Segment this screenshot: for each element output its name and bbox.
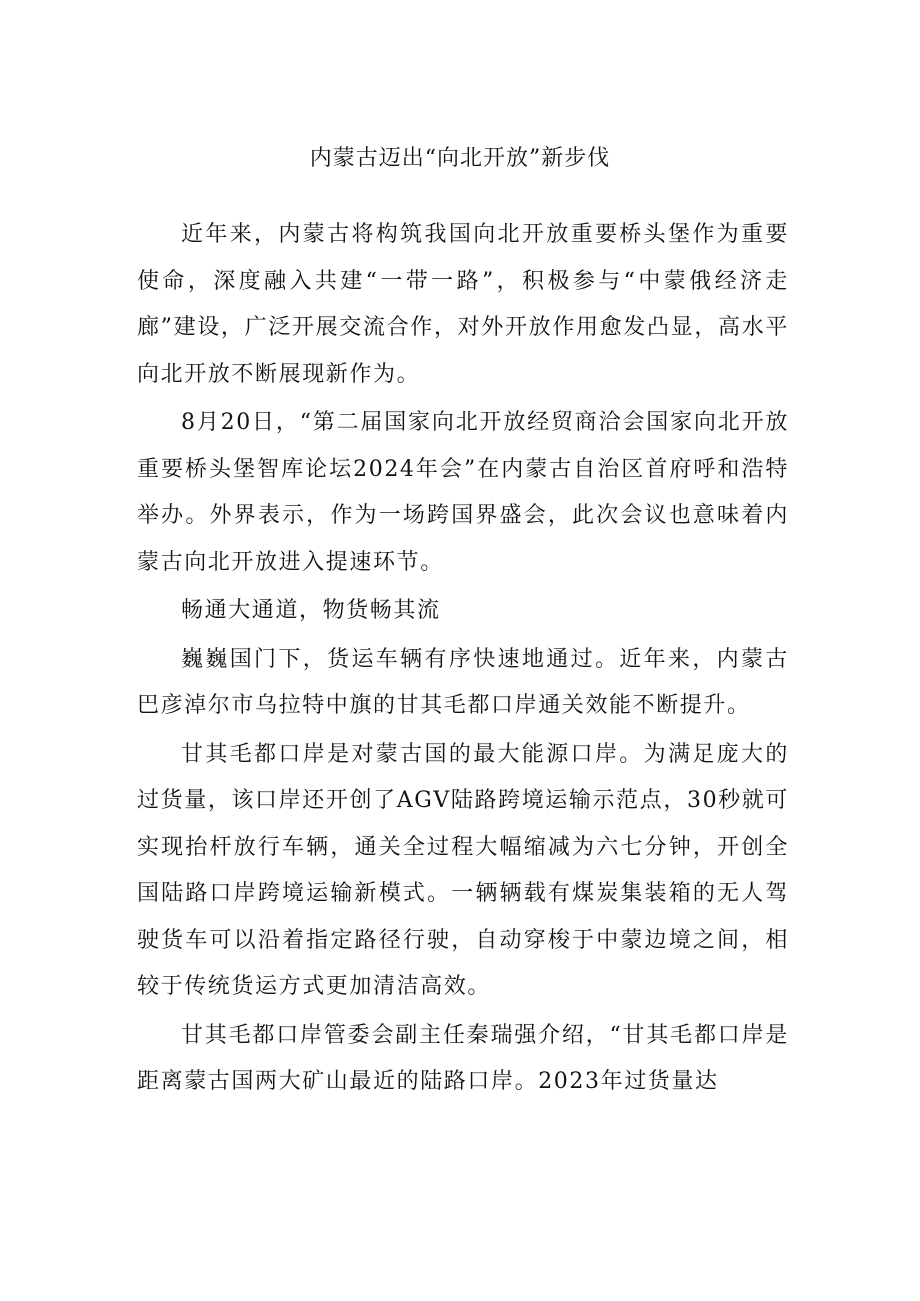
document-title: 内蒙古迈出“向北开放”新步伐 (309, 146, 611, 171)
paragraph-border-port: 巍巍国门下，货运车辆有序快速地通过。近年来，内蒙古巴彦淖尔市乌拉特中旗的甘其毛都口岸通关效能不断提升。 (137, 646, 789, 718)
paragraph-intro: 近年来，内蒙古将构筑我国向北开放重要桥头堡作为重要使命，深度融入共建“一带一路”，积极参与“中蒙俄经济走廊”建设，广泛开展交流合作，对外开放作用愈发凸显，高水平向北开放不断展现新作为。 (137, 222, 789, 387)
paragraph-quote: 甘其毛都口岸管委会副主任秦瑞强介绍，“甘其毛都口岸是距离蒙古国两大矿山最近的陆路口岸。2023年过货量达 (137, 1022, 789, 1094)
paragraph-agv-transport: 甘其毛都口岸是对蒙古国的最大能源口岸。为满足庞大的过货量，该口岸还开创了AGV陆路跨境运输示范点，30秒就可实现抬杆放行车辆，通关全过程大幅缩减为六七分钟，开创全国陆路口岸跨境运输新模式。一辆辆载有煤炭集装箱的无人驾驶货车可以沿着指定路径行驶，自动穿梭于中蒙边境之间，相较于传统货运方式更加清洁高效。 (137, 741, 789, 999)
paragraph-forum: 8月20日，“第二届国家向北开放经贸商洽会国家向北开放重要桥头堡智库论坛2024年会”在内蒙古自治区首府呼和浩特举办。外界表示，作为一场跨国界盛会，此次会议也意味着内蒙古向北开放进入提速环节。 (137, 410, 789, 575)
document-body (137, 212, 789, 1108)
section-subheading: 畅通大通道，物货畅其流 (181, 598, 441, 623)
